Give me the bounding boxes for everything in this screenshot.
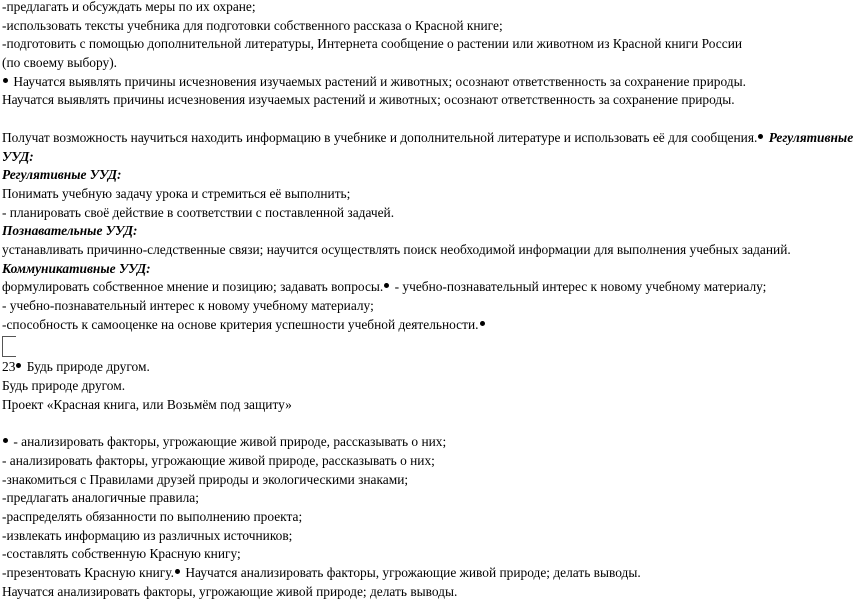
text-line: -подготовить с помощью дополнительной литературы, Интернета сообщение о растении или животном из Красной книги России [2,36,743,52]
text-line [2,358,814,377]
text-line: Будь природе другом. [2,378,126,394]
text-line: Научатся анализировать факторы, угрожающие живой природе; делать выводы. [2,583,458,599]
section-heading: Познавательные УУД: [2,223,138,239]
text-span: -презентовать Красную книгу. [2,564,175,580]
text-span: Получат возможность научиться находить информацию в учебнике и дополнительной литературе и использовать её для сообщения. [2,129,758,145]
blank-line [2,110,814,129]
bullet-icon [3,78,8,83]
text-line: Проект «Красная книга, или Возьмём под защиту» [2,396,292,412]
text-span: Научатся анализировать факторы, угрожающие живой природе; делать выводы. [182,564,641,580]
text-line [2,433,814,452]
section-heading: Регулятивные УУД: [2,167,122,183]
text-line: -распределять обязанности по выполнению проекта; [2,508,303,524]
text-line: Понимать учебную задачу урока и стремиться её выполнить; [2,185,351,201]
text-line: -предлагать аналогичные правила; [2,490,199,506]
section-heading: Коммуникативные УУД: [2,260,151,276]
text-line: - планировать своё действие в соответствии с поставленной задачей. [2,204,395,220]
text-line [2,564,814,583]
text-span: -способность к самооценке на основе критерия успешности учебной деятельности. [2,316,479,332]
table-cell-fragment [2,334,814,358]
text-span: - анализировать факторы, угрожающие живой природе, рассказывать о них; [10,434,447,450]
text-line [2,73,814,92]
bullet-icon [16,363,21,368]
text-line: -составлять собственную Красную книгу; [2,546,241,562]
lesson-number: 23 [2,359,16,375]
blank-line [2,414,814,433]
text-line: -извлекать информацию из различных источников; [2,527,293,543]
text-line: - учебно-познавательный интерес к новому учебному материалу; [2,298,374,313]
text-line: - анализировать факторы, угрожающие живой природе, рассказывать о них; [2,452,435,468]
bullet-icon [480,321,485,326]
text-line [2,278,814,297]
text-span: формулировать собственное мнение и позицию; задавать вопросы. [2,279,384,295]
document-body [2,0,853,601]
text-line: -знакомиться с Правилами друзей природы и экологическими знаками; [2,471,409,487]
text-line [2,129,853,148]
text-line [2,316,814,335]
table-cell-border [2,336,16,357]
section-heading: УУД: [2,148,34,164]
text-span: - учебно-познавательный интерес к новому учебному материалу; [391,279,767,295]
text-line: -использовать тексты учебника для подготовки собственного рассказа о Красной книге; [2,17,503,33]
bullet-icon [384,283,389,288]
text-line: (по своему выбору). [2,55,118,71]
text-line: -предлагать и обсуждать меры по их охране; [2,0,256,14]
text-line: Научатся выявлять причины исчезновения изучаемых растений и животных; осознают ответственность за сохранение природы. [2,92,735,108]
bullet-icon [175,569,180,574]
text-span: Научатся выявлять причины исчезновения изучаемых растений и животных; осознают ответственность за сохранение природы. [13,73,746,89]
bullet-icon [758,134,763,139]
section-heading: Регулятивные [768,129,853,145]
text-line: устанавливать причинно-следственные связи; научится осуществлять поиск необходимой информации для выполнения учебных заданий. [2,241,791,257]
text-span: Будь природе другом. [23,359,150,375]
bullet-icon [3,438,8,443]
